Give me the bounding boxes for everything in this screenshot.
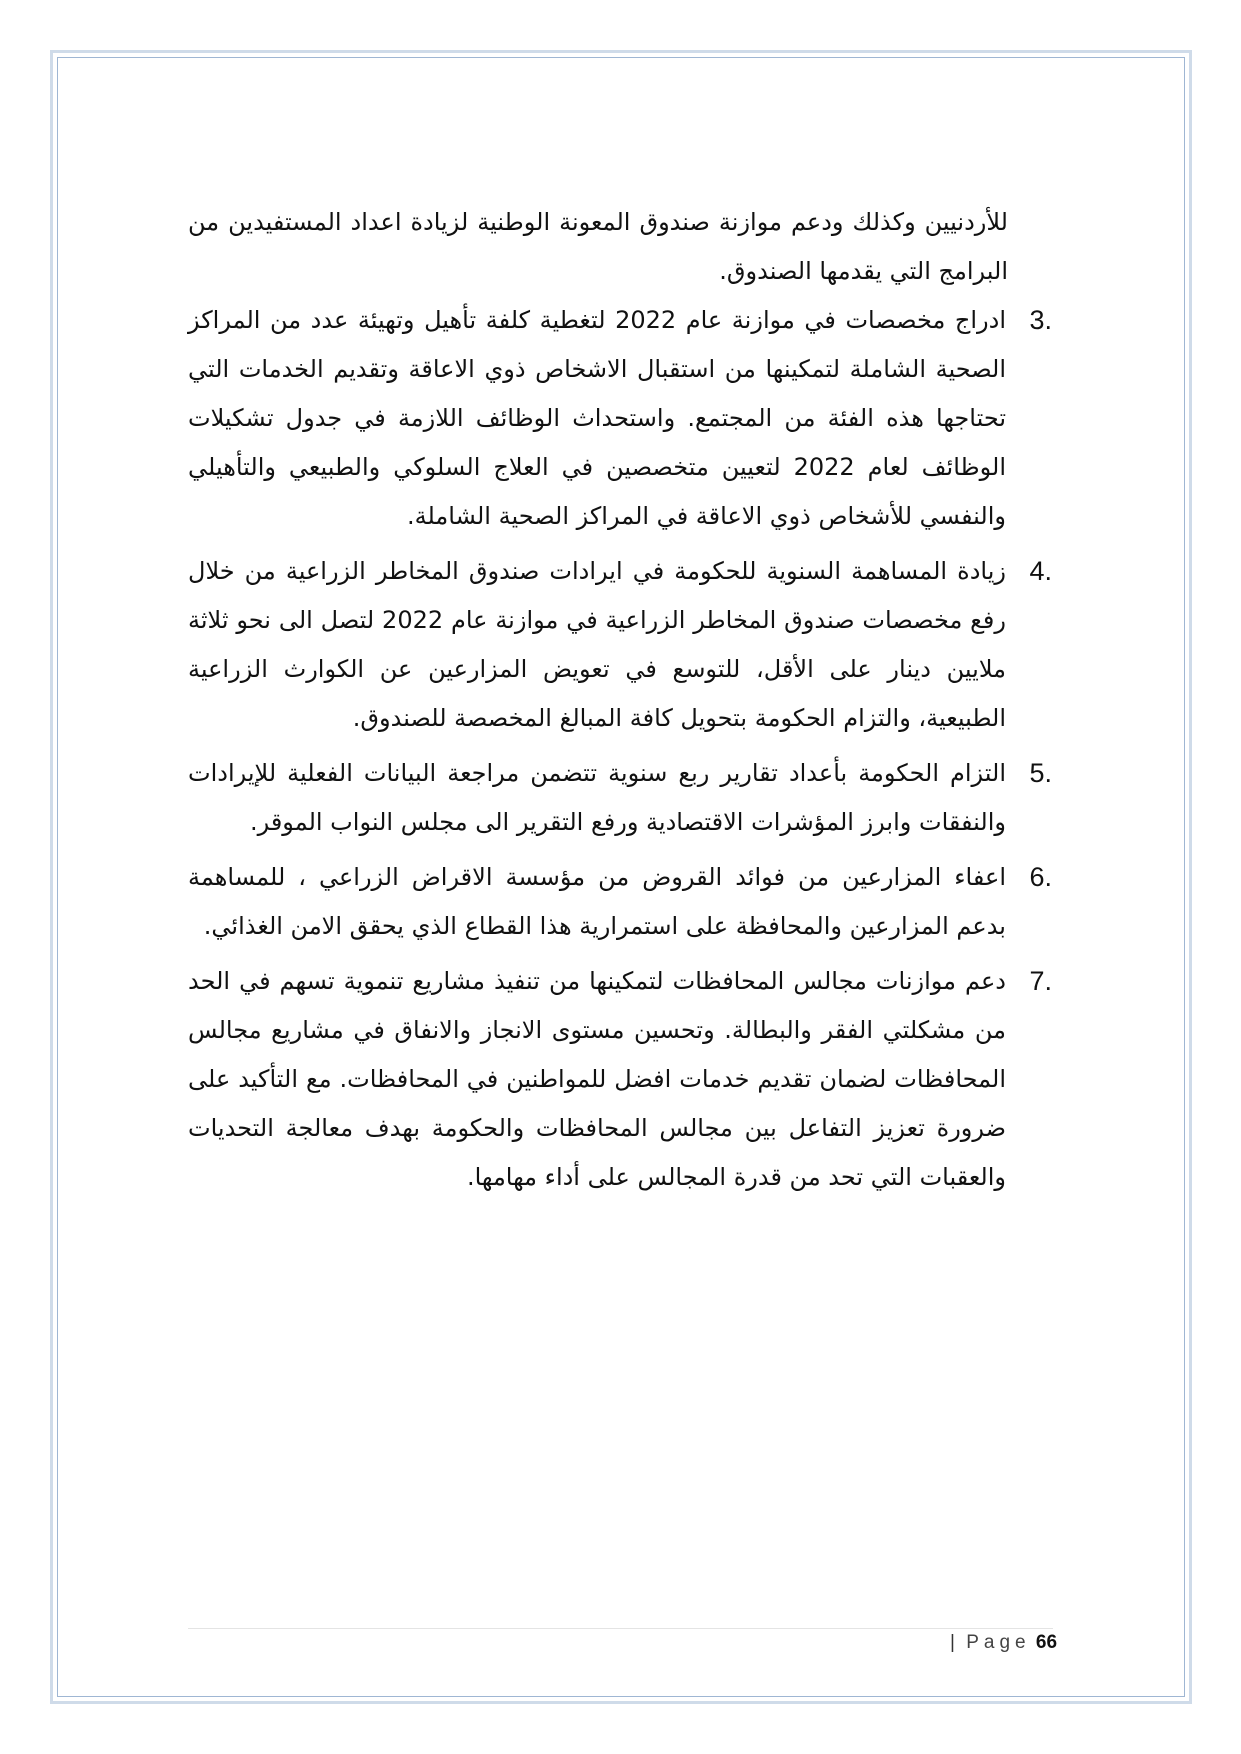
- list-item: [188, 749, 1052, 847]
- list-item: [188, 547, 1052, 743]
- page-word: Page: [966, 1632, 1031, 1653]
- page-number-footer: [950, 1632, 1057, 1654]
- footer-divider: [188, 1628, 1053, 1629]
- list-item-text: ادراج مخصصات في موازنة عام 2022 لتغطية كلفة تأهيل وتهيئة عدد من المراكز الصحية الشاملة لتمكينها من استقبال الاشخاص ذوي الاعاقة وتقديم الخدمات التي تحتاجها هذه الفئة من المجتمع. واستحداث الوظائف اللازمة في جدول تشكيلات الوظائف لعام 2022 لتعيين متخصصين في العلاج السلوكي والطبيعي والتأهيلي والنفسي للأشخاص ذوي الاعاقة في المراكز الصحية الشاملة.: [188, 306, 1007, 530]
- footer-separator: |: [950, 1632, 955, 1653]
- continuation-paragraph: للأردنيين وكذلك ودعم موازنة صندوق المعونة الوطنية لزيادة اعداد المستفيدين من البرامج التي يقدمها الصندوق.: [188, 208, 1008, 285]
- document-body: [188, 198, 1052, 1208]
- page-number: 66: [1035, 1632, 1058, 1653]
- list-item-number: 7.: [1029, 966, 1052, 996]
- recommendations-list: [188, 296, 1052, 1202]
- list-item-text: التزام الحكومة بأعداد تقارير ربع سنوية تتضمن مراجعة البيانات الفعلية للإيرادات والنفقات وابرز المؤشرات الاقتصادية ورفع التقرير الى مجلس النواب الموقر.: [188, 759, 1006, 836]
- list-item: [188, 853, 1052, 951]
- list-item-number: 6.: [1029, 862, 1052, 892]
- list-item: [188, 296, 1052, 541]
- list-item-text: اعفاء المزارعين من فوائد القروض من مؤسسة الاقراض الزراعي ، للمساهمة بدعم المزارعين والمحافظة على استمرارية هذا القطاع الذي يحقق الامن الغذائي.: [188, 863, 1006, 940]
- list-item: [188, 957, 1052, 1202]
- list-item-number: 3.: [1029, 305, 1052, 335]
- list-item-text: دعم موازنات مجالس المحافظات لتمكينها من تنفيذ مشاريع تنموية تسهم في الحد من مشكلتي الفقر والبطالة. وتحسين مستوى الانجاز والانفاق في مشاريع مجالس المحافظات لضمان تقديم خدمات افضل للمواطنين في المحافظات. مع التأكيد على ضرورة تعزيز التفاعل بين مجالس المحافظات والحكومة بهدف معالجة التحديات والعقبات التي تحد من قدرة المجالس على أداء مهامها.: [188, 967, 1006, 1191]
- list-item-number: 5.: [1029, 758, 1052, 788]
- list-item-text: زيادة المساهمة السنوية للحكومة في ايرادات صندوق المخاطر الزراعية من خلال رفع مخصصات صندوق المخاطر الزراعية في موازنة عام 2022 لتصل الى نحو ثلاثة ملايين دينار على الأقل، للتوسع في تعويض المزارعين عن الكوارث الزراعية الطبيعية، والتزام الحكومة بتحويل كافة المبالغ المخصصة للصندوق.: [188, 557, 1006, 732]
- list-item-number: 4.: [1029, 556, 1052, 586]
